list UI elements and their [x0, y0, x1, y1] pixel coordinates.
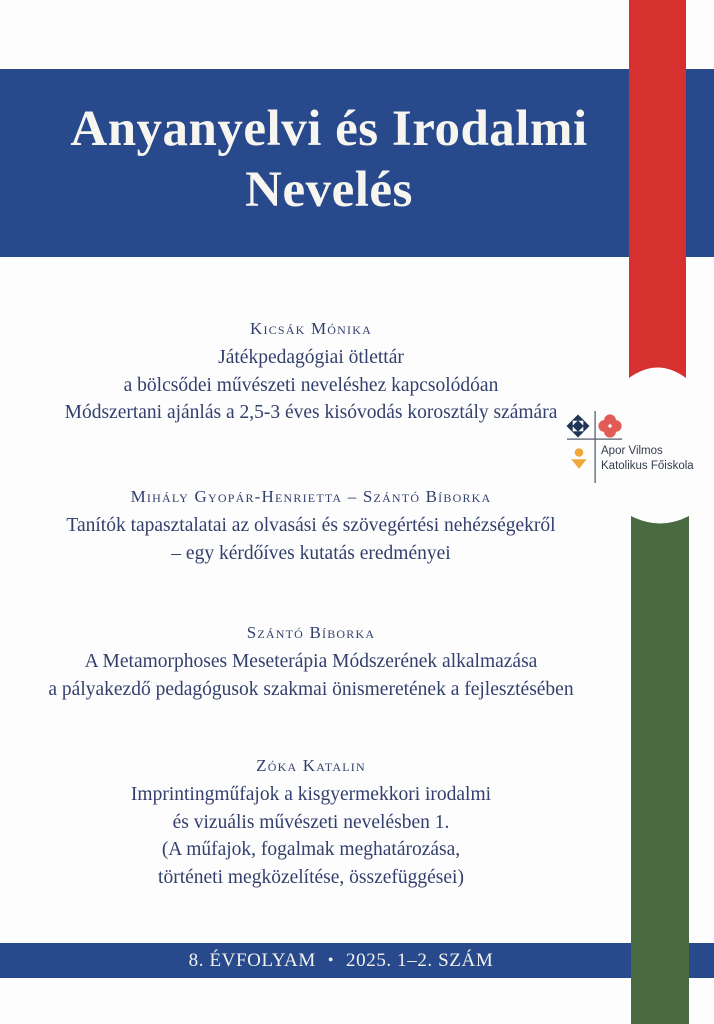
article-title-line: a pályakezdő pedagógusok szakmai önismeretének a fejlesztésében [48, 678, 574, 700]
article-author: Mihály Gyopár-Henrietta – Szántó Bíborka [130, 487, 492, 506]
logo-person-icon [571, 448, 586, 469]
article-title-line: Játékpedagógiai ötlettár [218, 347, 404, 368]
article-author: Kicsák Mónika [250, 319, 372, 338]
article-title-line: A Metamorphoses Meseterápia Módszerének alkalmazása [84, 651, 538, 672]
article-title-line: a bölcsődei művészeti neveléshez kapcsolódóan [123, 374, 499, 396]
article-title-line: Tanítók tapasztalatai az olvasási és szövegértési nehézségekről [66, 515, 556, 536]
journal-title-line2: Nevelés [245, 162, 413, 218]
logo-horizontal-divider [567, 439, 622, 440]
journal-title [0, 99, 658, 221]
article-title-line: történeti megközelítése, összefüggései) [158, 866, 464, 888]
article-entry [0, 318, 622, 427]
college-name [601, 444, 694, 474]
college-logo [560, 405, 714, 490]
volume-issue-line [0, 943, 682, 978]
issue-label: 2025. 1–2. SZÁM [346, 950, 494, 971]
article-title-line: (A műfajok, fogalmak meghatározása, [161, 839, 461, 860]
article-title-line: – egy kérdőíves kutatás eredményei [171, 542, 451, 564]
article-author: Zóka Katalin [256, 756, 366, 775]
college-name-line1: Apor Vilmos [601, 445, 663, 457]
article-title-line: Módszertani ajánlás a 2,5-3 éves kisóvodás korosztály számára [64, 402, 558, 423]
article-entry [0, 755, 622, 891]
logo-diamond-icon [567, 415, 590, 438]
article-entry [0, 622, 622, 703]
article-title-line: Imprintingműfajok a kisgyermekkori irodalmi [130, 784, 492, 805]
article-author: Szántó Bíborka [246, 623, 376, 642]
volume-label: 8. ÉVFOLYAM [188, 950, 316, 971]
journal-title-line1: Anyanyelvi és Irodalmi [70, 101, 588, 157]
bullet-separator: • [327, 952, 335, 969]
logo-quatrefoil-icon [598, 414, 621, 437]
logo-vertical-divider [595, 411, 596, 483]
article-title-line: és vizuális művészeti nevelésben 1. [172, 811, 450, 833]
college-name-line2: Katolikus Főiskola [601, 460, 694, 472]
article-entry [0, 486, 622, 567]
